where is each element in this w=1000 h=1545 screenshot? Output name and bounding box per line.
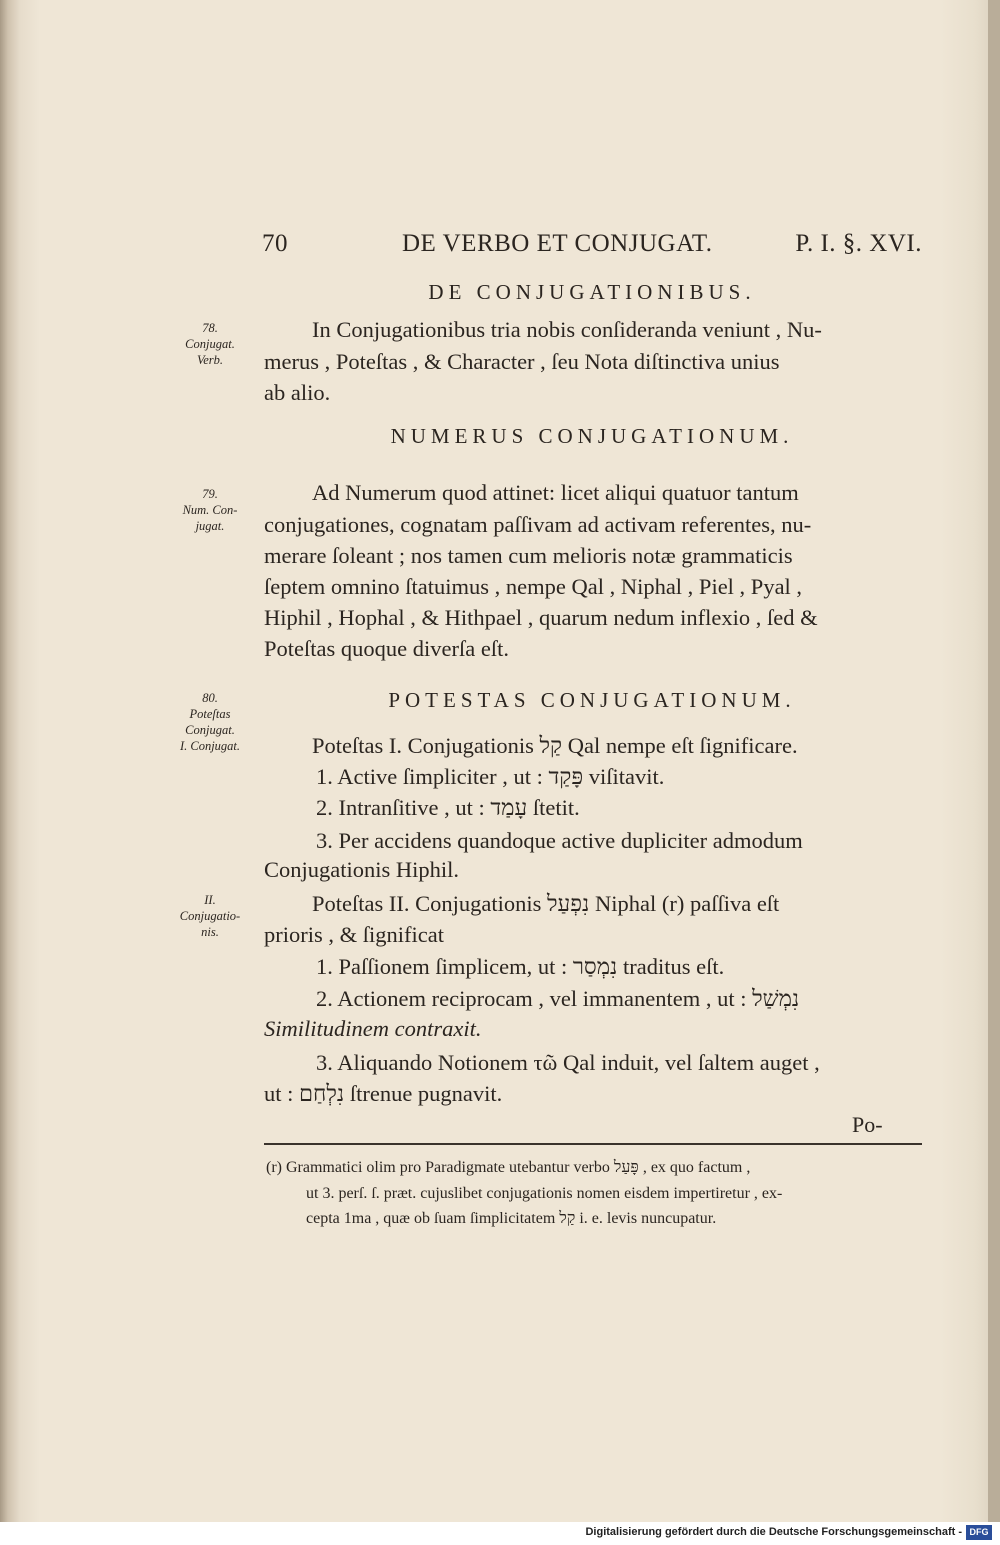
text-line: 1. Paſſionem ſimplicem, ut : נִמְסַר traditus eſt. [316,954,725,979]
margin-text: Conjugat. [185,337,235,351]
text-line: Conjugationis Hiphil. [264,857,460,882]
footnote-line: ut 3. perſ. ſ. præt. cujuslibet conjugationis nomen eisdem impertiretur , ex- [306,1185,783,1202]
margin-text: nis. [201,925,219,939]
text-line: 2. Intranſitive , ut : עָמַד ſtetit. [316,795,580,820]
text-line: ſeptem omnino ſtatuimus , nempe Qal , Niphal , Piel , Pyal , [264,574,803,599]
text-line: Poteſtas I. Conjugationis קַל Qal nempe eſt ſignificare. [312,733,798,758]
text-line: merare ſoleant ; nos tamen cum melioris notæ grammaticis [264,543,793,568]
margin-text: Verb. [196,353,224,367]
text-line [264,315,922,345]
text-line: Hiphil , Hophal , & Hithpael , quarum nedum inflexio , ſed & [264,605,818,630]
text-line: 3. Per accidens quandoque active dupliciter admodum [316,828,803,853]
heading-numerus: NUMERUS CONJUGATIONUM. [390,424,794,448]
running-title: DE VERBO ET CONJUGAT. [402,230,713,257]
margin-text: jugat. [195,519,225,533]
margin-text: Conjugat. [185,723,235,737]
text-line: prioris , & ſignificat [264,922,444,947]
margin-text: I. Conjugat. [179,739,241,753]
margin-number: 78. [202,321,218,335]
text-line: Poteſtas quoque diverſa eſt. [264,636,509,661]
margin-number: 79. [202,487,218,501]
margin-note-80 [160,690,260,754]
text-line-content: In Conjugationibus tria nobis conſideranda veniunt , Nu- [312,317,822,342]
footnote-rule [264,1143,922,1145]
text-line: ut : נִלְחַם ſtrenue pugnavit. [264,1081,503,1106]
text-line: Poteſtas II. Conjugationis נִפְעַל Niphal (r) paſſiva eſt [312,891,780,916]
page-edge [988,0,1000,1522]
digitization-footer [0,1522,1000,1545]
heading-potestas: POTESTAS CONJUGATIONUM. [388,688,796,712]
margin-note-ii [160,892,260,940]
text-line: Ad Numerum quod attinet: licet aliqui quatuor tantum [312,480,799,505]
margin-note-79 [160,486,260,534]
catchword: Po- [852,1112,883,1137]
text-line: merus , Poteſtas , & Character , ſeu Nota diſtinctiva unius [264,349,780,374]
running-header [262,230,922,262]
footer-credit: Digitalisierung gefördert durch die Deutsche Forschungsgemeinschaft - [585,1526,962,1538]
margin-text: Conjugatio- [179,909,241,923]
heading-de-conjugationibus: DE CONJUGATIONIBUS. [428,280,756,304]
text-line: ab alio. [264,380,331,405]
text-line: conjugationes, cognatam paſſivam ad activam referentes, nu- [264,512,812,537]
text-line: 1. Active ſimpliciter , ut : פָּקַד viſitavit. [316,764,665,789]
section-marker: P. I. §. XVI. [795,230,922,257]
footnote-line: (r) Grammatici olim pro Paradigmate utebantur verbo פָּעַל , ex quo factum , [266,1159,751,1176]
dfg-logo: DFG [966,1525,992,1540]
text-line: Similitudinem contraxit. [264,1016,482,1041]
page-number: 70 [262,230,288,257]
margin-number: II. [204,893,216,907]
footnote-line: cepta 1ma , quæ ob ſuam ſimplicitatem קַל i. e. levis nuncupatur. [306,1210,717,1227]
margin-number: 80. [202,691,218,705]
text-line: 2. Actionem reciprocam , vel immanentem , ut : נִמְשַׁל [316,986,800,1011]
text-line: 3. Aliquando Notionem τῶ Qal induit, vel ſaltem auget , [316,1050,820,1075]
margin-text: Poteſtas [189,707,231,721]
margin-text: Num. Con- [182,503,238,517]
margin-note-78 [160,320,260,368]
